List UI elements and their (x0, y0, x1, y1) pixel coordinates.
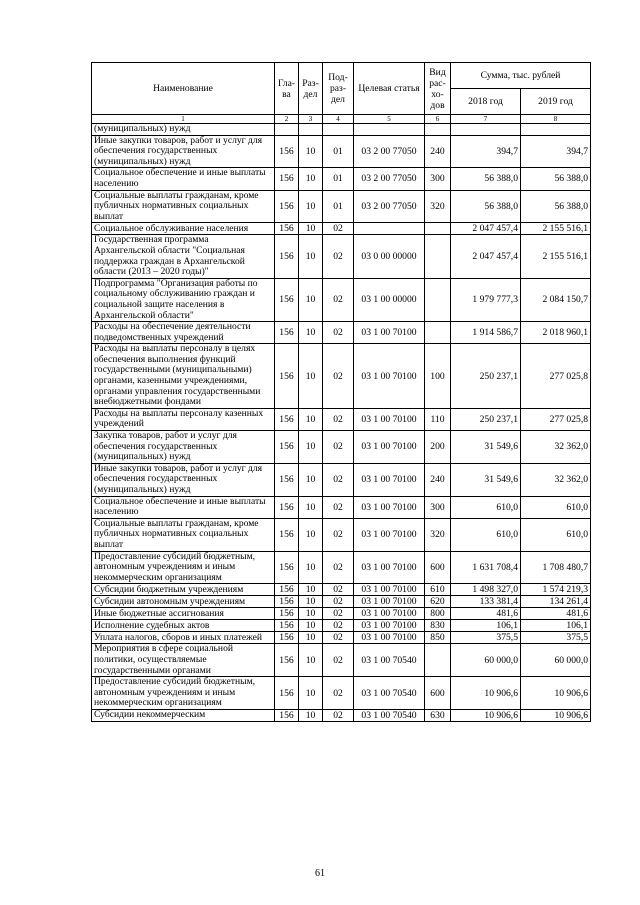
row-podrazdel-cell: 02 (323, 709, 354, 721)
row-razdel-cell: 10 (299, 620, 323, 632)
table-row (92, 596, 591, 608)
header-razdel: Раз-дел (299, 63, 323, 115)
row-sum-2019-cell: 56 388,0 (521, 168, 591, 190)
row-celevaya-statya-cell: 03 1 00 70100 (354, 322, 425, 344)
row-sum-2018-cell: 56 388,0 (451, 168, 521, 190)
row-razdel-cell: 10 (299, 322, 323, 344)
row-sum-2018-cell: 31 549,6 (451, 463, 521, 496)
table-row (92, 124, 591, 136)
row-razdel-cell: 10 (299, 235, 323, 278)
row-celevaya-statya-cell: 03 1 00 70100 (354, 620, 425, 632)
row-sum-2018-cell (451, 124, 521, 136)
row-podrazdel-cell: 02 (323, 677, 354, 710)
row-podrazdel-cell: 02 (323, 463, 354, 496)
row-sum-2018-cell: 133 381,4 (451, 596, 521, 608)
row-podrazdel-cell: 02 (323, 322, 354, 344)
header-year-2019: 2019 год (521, 89, 591, 115)
row-podrazdel-cell: 02 (323, 344, 354, 409)
row-sum-2018-cell: 56 388,0 (451, 190, 521, 223)
row-razdel-cell: 10 (299, 584, 323, 596)
row-sum-2019-cell: 610,0 (521, 496, 591, 518)
row-name-cell: Подпрограмма "Организация работы по социальному обслуживанию граждан и социальной защите населения в Архангельской области" (92, 278, 275, 321)
header-celevaya-statya: Целевая статья (354, 63, 425, 115)
row-sum-2019-cell: 10 906,6 (521, 709, 591, 721)
row-vid-raskhodov-cell: 100 (425, 344, 451, 409)
table-row (92, 644, 591, 677)
row-vid-raskhodov-cell: 830 (425, 620, 451, 632)
row-razdel-cell: 10 (299, 677, 323, 710)
row-razdel-cell: 10 (299, 168, 323, 190)
table-row (92, 278, 591, 321)
table-row (92, 463, 591, 496)
row-name-cell: Закупка товаров, работ и услуг для обеспечения государственных (муниципальных) нужд (92, 431, 275, 464)
row-sum-2018-cell: 610,0 (451, 518, 521, 551)
row-vid-raskhodov-cell: 630 (425, 709, 451, 721)
row-glava-cell: 156 (275, 608, 299, 620)
page-number: 61 (315, 868, 325, 879)
row-celevaya-statya-cell: 03 1 00 70540 (354, 644, 425, 677)
row-podrazdel-cell: 02 (323, 608, 354, 620)
row-sum-2018-cell: 481,6 (451, 608, 521, 620)
row-name-cell: Предоставление субсидий бюджетным, автономным учреждениям и иным некоммерческим организациям (92, 677, 275, 710)
row-sum-2018-cell: 375,5 (451, 632, 521, 644)
row-celevaya-statya-cell: 03 1 00 70100 (354, 344, 425, 409)
header-summa: Сумма, тыс. рублей (451, 63, 591, 89)
row-sum-2019-cell: 394,7 (521, 135, 591, 168)
row-sum-2018-cell: 106,1 (451, 620, 521, 632)
row-vid-raskhodov-cell (425, 322, 451, 344)
row-glava-cell: 156 (275, 596, 299, 608)
row-sum-2019-cell: 277 025,8 (521, 408, 591, 430)
row-sum-2018-cell: 60 000,0 (451, 644, 521, 677)
row-glava-cell: 156 (275, 190, 299, 223)
row-razdel-cell: 10 (299, 463, 323, 496)
row-celevaya-statya-cell: 03 1 00 70100 (354, 551, 425, 584)
row-podrazdel-cell: 02 (323, 551, 354, 584)
row-sum-2019-cell: 2 018 960,1 (521, 322, 591, 344)
row-glava-cell: 156 (275, 632, 299, 644)
row-sum-2018-cell: 1 631 708,4 (451, 551, 521, 584)
row-vid-raskhodov-cell: 800 (425, 608, 451, 620)
column-number: 7 (451, 115, 521, 124)
row-sum-2018-cell: 10 906,6 (451, 709, 521, 721)
row-name-cell: Иные закупки товаров, работ и услуг для обеспечения государственных (муниципальных) нужд (92, 463, 275, 496)
row-razdel-cell: 10 (299, 190, 323, 223)
table-row (92, 190, 591, 223)
row-glava-cell (275, 124, 299, 136)
row-podrazdel-cell: 02 (323, 584, 354, 596)
row-glava-cell: 156 (275, 278, 299, 321)
row-vid-raskhodov-cell: 600 (425, 551, 451, 584)
row-sum-2019-cell: 610,0 (521, 518, 591, 551)
row-sum-2018-cell: 250 237,1 (451, 408, 521, 430)
row-vid-raskhodov-cell: 300 (425, 496, 451, 518)
row-sum-2019-cell: 2 155 516,1 (521, 235, 591, 278)
row-celevaya-statya-cell: 03 1 00 70100 (354, 596, 425, 608)
row-celevaya-statya-cell: 03 2 00 77050 (354, 168, 425, 190)
row-glava-cell: 156 (275, 551, 299, 584)
row-celevaya-statya-cell: 03 1 00 70100 (354, 496, 425, 518)
column-number: 5 (354, 115, 425, 124)
header-podrazdel: Под-раз-дел (323, 63, 354, 115)
row-podrazdel-cell: 02 (323, 223, 354, 235)
row-sum-2019-cell: 2 084 150,7 (521, 278, 591, 321)
table-row (92, 584, 591, 596)
row-celevaya-statya-cell: 03 1 00 70100 (354, 408, 425, 430)
table-row (92, 235, 591, 278)
row-sum-2019-cell: 10 906,6 (521, 677, 591, 710)
row-name-cell: Социальное обеспечение и иные выплаты населению (92, 168, 275, 190)
row-glava-cell: 156 (275, 223, 299, 235)
table-row (92, 322, 591, 344)
row-razdel-cell: 10 (299, 135, 323, 168)
row-glava-cell: 156 (275, 322, 299, 344)
row-podrazdel-cell: 01 (323, 168, 354, 190)
row-vid-raskhodov-cell: 200 (425, 431, 451, 464)
row-razdel-cell: 10 (299, 551, 323, 584)
row-name-cell: Субсидии некоммерческим (92, 709, 275, 721)
row-name-cell: Государственная программа Архангельской области "Социальная поддержка граждан в Архангельской области (2013 – 2020 годы)" (92, 235, 275, 278)
table-body (92, 124, 591, 722)
row-celevaya-statya-cell (354, 223, 425, 235)
row-celevaya-statya-cell: 03 1 00 70100 (354, 608, 425, 620)
row-sum-2018-cell: 31 549,6 (451, 431, 521, 464)
row-podrazdel-cell: 02 (323, 278, 354, 321)
table-row (92, 632, 591, 644)
row-sum-2018-cell: 10 906,6 (451, 677, 521, 710)
row-vid-raskhodov-cell: 320 (425, 518, 451, 551)
row-name-cell: Уплата налогов, сборов и иных платежей (92, 632, 275, 644)
row-razdel-cell: 10 (299, 518, 323, 551)
row-sum-2018-cell: 1 979 777,3 (451, 278, 521, 321)
row-podrazdel-cell: 01 (323, 135, 354, 168)
row-glava-cell: 156 (275, 677, 299, 710)
row-razdel-cell: 10 (299, 223, 323, 235)
row-razdel-cell (299, 124, 323, 136)
row-glava-cell: 156 (275, 463, 299, 496)
row-podrazdel-cell: 01 (323, 190, 354, 223)
row-razdel-cell: 10 (299, 709, 323, 721)
row-sum-2019-cell (521, 124, 591, 136)
row-vid-raskhodov-cell (425, 278, 451, 321)
row-name-cell: Расходы на выплаты персоналу казенных учреждений (92, 408, 275, 430)
row-name-cell: (муниципальных) нужд (92, 124, 275, 136)
row-celevaya-statya-cell: 03 2 00 77050 (354, 190, 425, 223)
row-glava-cell: 156 (275, 709, 299, 721)
row-vid-raskhodov-cell (425, 235, 451, 278)
row-vid-raskhodov-cell (425, 644, 451, 677)
budget-table (91, 62, 591, 722)
table-row (92, 135, 591, 168)
row-razdel-cell: 10 (299, 644, 323, 677)
table-row (92, 496, 591, 518)
column-number: 1 (92, 115, 275, 124)
row-celevaya-statya-cell (354, 124, 425, 136)
row-sum-2018-cell: 610,0 (451, 496, 521, 518)
row-sum-2019-cell: 106,1 (521, 620, 591, 632)
row-name-cell: Исполнение судебных актов (92, 620, 275, 632)
row-celevaya-statya-cell: 03 1 00 70100 (354, 463, 425, 496)
row-vid-raskhodov-cell: 300 (425, 168, 451, 190)
row-podrazdel-cell: 02 (323, 632, 354, 644)
row-podrazdel-cell: 02 (323, 496, 354, 518)
row-sum-2019-cell: 32 362,0 (521, 431, 591, 464)
row-celevaya-statya-cell: 03 0 00 00000 (354, 235, 425, 278)
row-name-cell: Иные закупки товаров, работ и услуг для обеспечения государственных (муниципальных) нужд (92, 135, 275, 168)
row-glava-cell: 156 (275, 235, 299, 278)
row-razdel-cell: 10 (299, 408, 323, 430)
table-row (92, 518, 591, 551)
row-vid-raskhodov-cell: 850 (425, 632, 451, 644)
row-vid-raskhodov-cell: 620 (425, 596, 451, 608)
row-sum-2019-cell: 1 574 219,3 (521, 584, 591, 596)
row-celevaya-statya-cell: 03 1 00 70100 (354, 518, 425, 551)
row-vid-raskhodov-cell: 610 (425, 584, 451, 596)
row-razdel-cell: 10 (299, 496, 323, 518)
row-sum-2019-cell: 481,6 (521, 608, 591, 620)
row-sum-2018-cell: 1 498 327,0 (451, 584, 521, 596)
row-sum-2019-cell: 1 708 480,7 (521, 551, 591, 584)
row-sum-2018-cell: 2 047 457,4 (451, 235, 521, 278)
row-razdel-cell: 10 (299, 596, 323, 608)
table-row (92, 168, 591, 190)
table-header (92, 63, 591, 124)
row-podrazdel-cell: 02 (323, 596, 354, 608)
row-celevaya-statya-cell: 03 1 00 00000 (354, 278, 425, 321)
column-number: 8 (521, 115, 591, 124)
table-row (92, 551, 591, 584)
row-razdel-cell: 10 (299, 608, 323, 620)
row-sum-2019-cell: 277 025,8 (521, 344, 591, 409)
row-sum-2018-cell: 250 237,1 (451, 344, 521, 409)
row-vid-raskhodov-cell (425, 223, 451, 235)
row-glava-cell: 156 (275, 644, 299, 677)
row-celevaya-statya-cell: 03 1 00 70540 (354, 677, 425, 710)
header-year-2018: 2018 год (451, 89, 521, 115)
row-podrazdel-cell: 02 (323, 431, 354, 464)
header-name: Наименование (92, 63, 275, 115)
row-razdel-cell: 10 (299, 278, 323, 321)
row-podrazdel-cell: 02 (323, 408, 354, 430)
column-number: 3 (299, 115, 323, 124)
row-name-cell: Субсидии бюджетным учреждениям (92, 584, 275, 596)
row-vid-raskhodov-cell: 600 (425, 677, 451, 710)
row-glava-cell: 156 (275, 408, 299, 430)
table-row (92, 431, 591, 464)
row-sum-2018-cell: 2 047 457,4 (451, 223, 521, 235)
row-podrazdel-cell (323, 124, 354, 136)
row-celevaya-statya-cell: 03 1 00 70100 (354, 584, 425, 596)
row-vid-raskhodov-cell: 110 (425, 408, 451, 430)
table-row (92, 709, 591, 721)
row-sum-2019-cell: 32 362,0 (521, 463, 591, 496)
row-podrazdel-cell: 02 (323, 235, 354, 278)
row-sum-2019-cell: 60 000,0 (521, 644, 591, 677)
row-razdel-cell: 10 (299, 431, 323, 464)
row-name-cell: Субсидии автономным учреждениям (92, 596, 275, 608)
row-sum-2018-cell: 394,7 (451, 135, 521, 168)
row-sum-2018-cell: 1 914 586,7 (451, 322, 521, 344)
row-sum-2019-cell: 56 388,0 (521, 190, 591, 223)
table-row (92, 620, 591, 632)
row-podrazdel-cell: 02 (323, 518, 354, 551)
row-celevaya-statya-cell: 03 2 00 77050 (354, 135, 425, 168)
row-celevaya-statya-cell: 03 1 00 70540 (354, 709, 425, 721)
row-glava-cell: 156 (275, 431, 299, 464)
row-podrazdel-cell: 02 (323, 620, 354, 632)
row-name-cell: Расходы на выплаты персоналу в целях обеспечения выполнения функций государственными (муниципальными) органами, казенными учреждениями, органами управления государственными внебюджетными фондами (92, 344, 275, 409)
table-row (92, 408, 591, 430)
table-row (92, 608, 591, 620)
row-sum-2019-cell: 2 155 516,1 (521, 223, 591, 235)
row-name-cell: Социальные выплаты гражданам, кроме публичных нормативных социальных выплат (92, 518, 275, 551)
row-glava-cell: 156 (275, 584, 299, 596)
row-name-cell: Социальное обслуживание населения (92, 223, 275, 235)
row-name-cell: Иные бюджетные ассигнования (92, 608, 275, 620)
row-sum-2019-cell: 134 261,4 (521, 596, 591, 608)
row-glava-cell: 156 (275, 135, 299, 168)
table-row (92, 677, 591, 710)
row-celevaya-statya-cell: 03 1 00 70100 (354, 632, 425, 644)
row-glava-cell: 156 (275, 518, 299, 551)
row-sum-2019-cell: 375,5 (521, 632, 591, 644)
table-row (92, 344, 591, 409)
row-vid-raskhodov-cell: 240 (425, 135, 451, 168)
column-number: 6 (425, 115, 451, 124)
row-glava-cell: 156 (275, 344, 299, 409)
row-glava-cell: 156 (275, 620, 299, 632)
row-name-cell: Социальные выплаты гражданам, кроме публичных нормативных социальных выплат (92, 190, 275, 223)
row-name-cell: Расходы на обеспечение деятельности подведомственных учреждений (92, 322, 275, 344)
row-razdel-cell: 10 (299, 344, 323, 409)
row-celevaya-statya-cell: 03 1 00 70100 (354, 431, 425, 464)
row-vid-raskhodov-cell: 240 (425, 463, 451, 496)
row-podrazdel-cell: 02 (323, 644, 354, 677)
row-name-cell: Предоставление субсидий бюджетным, автономным учреждениям и иным некоммерческим организациям (92, 551, 275, 584)
header-vid-raskhodov: Вид рас-хо-дов (425, 63, 451, 115)
row-glava-cell: 156 (275, 168, 299, 190)
row-name-cell: Мероприятия в сфере социальной политики, осуществляемые государственными органами (92, 644, 275, 677)
column-number: 4 (323, 115, 354, 124)
header-glava: Гла-ва (275, 63, 299, 115)
row-name-cell: Социальное обеспечение и иные выплаты населению (92, 496, 275, 518)
table-row (92, 223, 591, 235)
column-number: 2 (275, 115, 299, 124)
row-vid-raskhodov-cell (425, 124, 451, 136)
row-razdel-cell: 10 (299, 632, 323, 644)
row-vid-raskhodov-cell: 320 (425, 190, 451, 223)
row-glava-cell: 156 (275, 496, 299, 518)
